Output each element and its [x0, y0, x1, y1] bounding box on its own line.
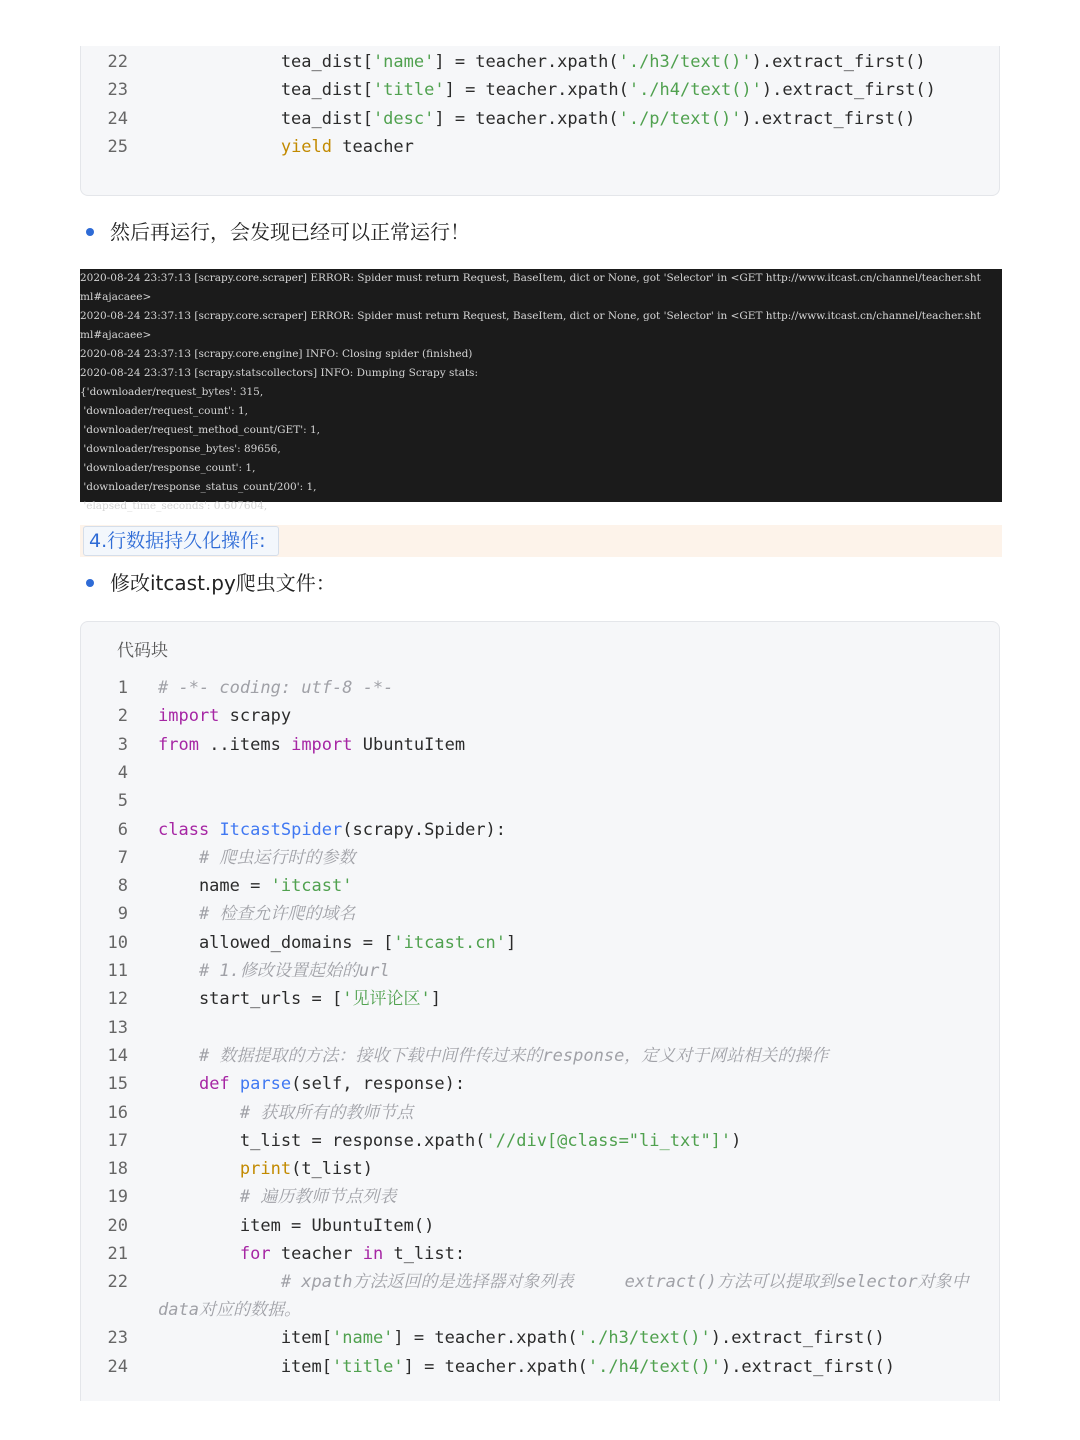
- code-text: [158, 48, 979, 76]
- code-line: [81, 76, 999, 104]
- code-token: item[: [158, 1356, 332, 1377]
- code-text: [158, 1268, 979, 1324]
- code-token: (t_list): [291, 1159, 373, 1180]
- line-number: 13: [107, 1017, 128, 1038]
- code-text: [158, 816, 979, 844]
- terminal-line: 'downloader/response_status_count/200': 1,: [80, 481, 317, 493]
- code-line: [81, 1155, 999, 1183]
- code-token: from: [158, 734, 199, 755]
- code-token: 'desc': [372, 108, 435, 129]
- code-token: # -*- coding: utf-8 -*-: [158, 678, 394, 698]
- bullet-dot: [86, 579, 94, 587]
- code-text: [158, 872, 979, 900]
- code-token: ): [731, 1130, 742, 1151]
- code-token: # 爬虫运行时的参数: [198, 847, 356, 868]
- code-token: [230, 1074, 240, 1094]
- code-line: [81, 48, 999, 76]
- code-token: [158, 848, 199, 868]
- line-number: 16: [107, 1102, 128, 1123]
- code-line: [81, 1127, 999, 1155]
- line-number: 2: [117, 706, 128, 727]
- line-number: 24: [107, 108, 128, 129]
- code-token: # 1.修改设置起始的url: [198, 961, 390, 981]
- line-number: 6: [117, 819, 128, 840]
- code-line: [81, 1099, 999, 1127]
- code-text: [158, 674, 979, 702]
- code-text: [158, 1353, 979, 1381]
- code-token: start_urls = [: [158, 989, 343, 1010]
- terminal-line: 2020-08-24 23:37:13 [scrapy.core.scraper] ERROR: Spider must return Request, BaseItem, dict or None, got 'Selector' in <GET http://www.itcast.cn/channel/teacher.sht: [80, 310, 981, 322]
- line-number: 20: [107, 1215, 128, 1236]
- code-token: 'name': [332, 1328, 394, 1349]
- code-token: # xpath方法返回的是选择器对象列表 extract()方法可以提取到selector对象中data对应的数据。: [158, 1272, 969, 1321]
- code-token: 'itcast': [270, 876, 353, 897]
- code-token: teacher: [270, 1244, 363, 1264]
- code-token: ] = teacher.xpath(: [393, 1328, 578, 1349]
- code-token: in: [362, 1244, 384, 1264]
- code-text: [158, 1240, 979, 1268]
- code-token: [158, 1074, 199, 1094]
- code-token: print: [239, 1159, 292, 1180]
- terminal-line: ml#ajacaee>: [80, 329, 152, 341]
- code-token: # 获取所有的教师节点: [239, 1102, 414, 1123]
- code-token: yield: [280, 136, 333, 157]
- line-number: 19: [107, 1187, 128, 1208]
- line-number: 3: [117, 734, 128, 755]
- code-token: ..items: [198, 734, 292, 755]
- code-token: import: [291, 734, 353, 755]
- line-number: 1: [117, 678, 128, 698]
- bullet-text: 修改itcast.py爬虫文件：: [110, 571, 336, 595]
- line-number: 12: [107, 989, 128, 1010]
- code-token: # 检查允许爬的域名: [198, 904, 356, 925]
- code-token: class: [158, 819, 210, 840]
- code-token: import: [158, 706, 220, 727]
- code-text: [158, 702, 979, 730]
- code-token: # 遍历教师节点列表: [239, 1187, 397, 1208]
- code-token: t_list = response.xpath(: [158, 1130, 486, 1151]
- bullet-modify-file: [86, 568, 336, 598]
- code-token: parse: [239, 1074, 292, 1095]
- code-text: [158, 985, 979, 1013]
- code-text: [158, 1212, 979, 1240]
- terminal-line: 'downloader/request_count': 1,: [80, 405, 248, 417]
- code-token: ] = teacher.xpath(: [434, 108, 619, 129]
- code-token: ).extract_first(): [741, 108, 916, 129]
- terminal-line: 'downloader/response_bytes': 89656,: [80, 443, 281, 455]
- code-text: [158, 900, 979, 928]
- code-text: [158, 844, 979, 872]
- code-token: 'itcast.cn': [393, 932, 506, 953]
- code-token: # 数据提取的方法：接收下载中间件传过来的response，定义对于网站相关的操作: [198, 1045, 829, 1066]
- line-number: 22: [107, 1272, 128, 1293]
- code-token: item = UbuntuItem(): [158, 1215, 435, 1236]
- line-number: 7: [117, 847, 128, 868]
- code-token: ] = teacher.xpath(: [403, 1356, 588, 1377]
- line-number: 18: [107, 1159, 128, 1180]
- code-token: ]: [430, 989, 441, 1010]
- code-text: [158, 1183, 979, 1211]
- code-token: ).extract_first(): [751, 52, 926, 72]
- code-token: [158, 1159, 240, 1179]
- code-text: [158, 957, 979, 985]
- code-text: [158, 1099, 979, 1127]
- code-line: [81, 133, 999, 161]
- code-token: (self, response):: [291, 1074, 466, 1095]
- code-line: [81, 929, 999, 957]
- line-number: 14: [107, 1045, 128, 1066]
- code-token: 'title': [372, 80, 445, 101]
- terminal-line: 2020-08-24 23:37:13 [scrapy.core.scraper] ERROR: Spider must return Request, BaseItem, dict or None, got 'Selector' in <GET http://www.itcast.cn/channel/teacher.sht: [80, 272, 981, 284]
- code-token: './h3/text()': [618, 52, 752, 72]
- code-line: [81, 1268, 999, 1324]
- code-line: [81, 105, 999, 133]
- code-line: [81, 702, 999, 730]
- terminal-line: 'downloader/response_count': 1,: [80, 462, 256, 474]
- code-line: [81, 1070, 999, 1098]
- code-token: tea_dist[: [158, 52, 373, 72]
- code-token: ).extract_first(): [720, 1356, 895, 1377]
- line-number: 15: [107, 1074, 128, 1095]
- code-token: tea_dist[: [158, 80, 373, 101]
- line-number: 9: [117, 904, 128, 925]
- code-line: [81, 1324, 999, 1352]
- line-number: 10: [107, 932, 128, 953]
- terminal-line: 'downloader/request_method_count/GET': 1,: [80, 424, 321, 436]
- code-line: [81, 759, 999, 787]
- code-text: [158, 133, 979, 161]
- line-number: 8: [117, 876, 128, 897]
- code-token: [209, 820, 219, 840]
- bullet-dot: [86, 228, 94, 236]
- code-token: tea_dist[: [158, 108, 373, 129]
- code-token: [158, 1244, 240, 1264]
- code-text: [158, 731, 979, 759]
- code-line: [81, 985, 999, 1013]
- code-token: './h4/text()': [628, 80, 762, 101]
- code-token: [158, 1187, 240, 1207]
- code-text: [158, 105, 979, 133]
- code-token: (scrapy.Spider):: [342, 819, 507, 840]
- code-token: teacher: [332, 136, 414, 157]
- code-line: [81, 1240, 999, 1268]
- line-number: 23: [107, 80, 128, 101]
- code-token: ItcastSpider: [219, 819, 343, 840]
- code-token: ] = teacher.xpath(: [434, 52, 619, 72]
- code-token: UbuntuItem: [352, 734, 466, 755]
- code-block-label: 代码块: [117, 641, 168, 661]
- code-token: def: [198, 1074, 230, 1095]
- bullet-run-again: [86, 217, 470, 247]
- code-token: scrapy: [219, 706, 292, 727]
- code-line: [81, 1212, 999, 1240]
- code-line: [81, 1183, 999, 1211]
- code-line: [81, 816, 999, 844]
- code-text: [158, 1155, 979, 1183]
- code-token: './h3/text()': [577, 1328, 711, 1349]
- line-number: 5: [117, 791, 128, 812]
- code-token: '//div[@class="li_txt"]': [485, 1130, 732, 1151]
- terminal-line: {'downloader/request_bytes': 315,: [80, 386, 264, 398]
- code-token: './h4/text()': [587, 1356, 721, 1377]
- bullet-text: 然后再运行，会发现已经可以正常运行！: [110, 220, 470, 244]
- line-number: 22: [107, 52, 128, 72]
- code-token: ]: [506, 932, 517, 953]
- terminal-line: 2020-08-24 23:37:13 [scrapy.statscollectors] INFO: Dumping Scrapy stats:: [80, 367, 478, 379]
- terminal-output: [80, 269, 1002, 512]
- code-token: '见评论区': [342, 989, 431, 1010]
- code-token: [158, 904, 199, 924]
- code-line: [81, 844, 999, 872]
- code-text: [158, 929, 979, 957]
- line-number: 21: [107, 1244, 128, 1264]
- code-text: [158, 1324, 979, 1352]
- code-line: [81, 731, 999, 759]
- terminal-line: 'elapsed_time_seconds': 0.607604,: [80, 500, 268, 512]
- code-text: [158, 76, 979, 104]
- code-token: './p/text()': [618, 108, 742, 129]
- code-line: [81, 957, 999, 985]
- code-line: [81, 872, 999, 900]
- line-number: 25: [107, 136, 128, 157]
- code-token: 'name': [372, 52, 435, 72]
- line-number: 4: [117, 762, 128, 783]
- code-text: [158, 1042, 979, 1070]
- code-token: name =: [158, 876, 271, 897]
- code-block-top: [80, 46, 1000, 196]
- code-line: [81, 787, 999, 815]
- section-heading: 4.行数据持久化操作:: [83, 526, 279, 556]
- code-token: [158, 1272, 281, 1292]
- code-text: [158, 1070, 979, 1098]
- terminal-line: 2020-08-24 23:37:13 [scrapy.core.engine] INFO: Closing spider (finished): [80, 348, 473, 360]
- code-token: ] = teacher.xpath(: [444, 80, 629, 101]
- code-line: [81, 1353, 999, 1381]
- code-token: for: [239, 1244, 271, 1264]
- line-number: 17: [107, 1130, 128, 1151]
- code-block-main: [80, 621, 1000, 1401]
- line-number: 11: [107, 961, 128, 981]
- code-token: ).extract_first(): [761, 80, 936, 101]
- code-line: [81, 1014, 999, 1042]
- code-line: [81, 674, 999, 702]
- code-token: [158, 1046, 199, 1066]
- line-number: 23: [107, 1328, 128, 1349]
- code-token: [158, 1103, 240, 1123]
- code-token: item[: [158, 1328, 332, 1349]
- code-text: [158, 1127, 979, 1155]
- line-number: 24: [107, 1356, 128, 1377]
- code-token: t_list:: [383, 1244, 466, 1264]
- code-token: [158, 961, 199, 981]
- code-token: [158, 137, 281, 157]
- code-token: allowed_domains = [: [158, 932, 394, 953]
- code-token: ).extract_first(): [710, 1328, 885, 1349]
- terminal-line: ml#ajacaee>: [80, 291, 152, 303]
- code-line: [81, 900, 999, 928]
- code-token: 'title': [332, 1356, 404, 1377]
- code-line: [81, 1042, 999, 1070]
